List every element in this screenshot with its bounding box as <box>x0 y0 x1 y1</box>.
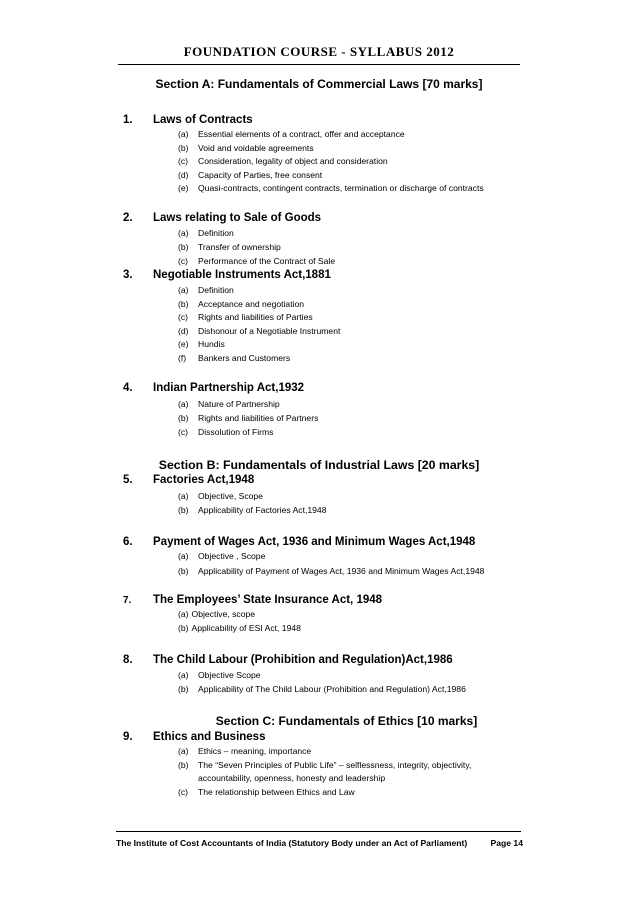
item-9: 9. Ethics and Business <box>123 731 266 743</box>
sub-item: (b) Applicability of ESI Act, 1948 <box>178 623 301 633</box>
item-3: 3. Negotiable Instruments Act,1881 <box>123 269 331 281</box>
sub-item: (a) Essential elements of a contract, offer and acceptance <box>178 129 405 139</box>
sub-item: (b) Applicability of The Child Labour (Prohibition and Regulation) Act,1986 <box>178 684 466 694</box>
footer-institute: The Institute of Cost Accountants of India (Statutory Body under an Act of Parliament) <box>116 838 468 848</box>
item-8: 8. The Child Labour (Prohibition and Regulation)Act,1986 <box>123 654 453 666</box>
sub-item: (a) Definition <box>178 228 234 238</box>
section-b-heading: Section B: Fundamentals of Industrial Laws [20 marks] <box>158 458 480 472</box>
sub-item-continuation: accountability, openness, honesty and leadership <box>198 773 386 783</box>
item-5: 5. Factories Act,1948 <box>123 474 255 486</box>
sub-item: (c) Rights and liabilities of Parties <box>178 312 313 322</box>
sub-item: (b) The “Seven Principles of Public Life” – selflessness, integrity, objectivity, <box>178 760 472 770</box>
sub-item: (a) Objective, scope <box>178 609 256 619</box>
sub-item: (b) Transfer of ownership <box>178 242 281 252</box>
sub-item: (a) Ethics – meaning, importance <box>178 746 312 756</box>
sub-item: (d) Capacity of Parties, free consent <box>178 170 323 180</box>
page-header <box>0 44 638 60</box>
sub-item: (a) Objective Scope <box>178 670 261 680</box>
item-7: 7. The Employees’ State Insurance Act, 1948 <box>123 594 383 606</box>
page-number: Page 14 <box>490 838 523 848</box>
item-title: Laws of Contracts <box>153 114 253 126</box>
footer-rule <box>116 831 521 832</box>
sub-item: (c) The relationship between Ethics and Law <box>178 787 355 797</box>
item-2: 2. Laws relating to Sale of Goods <box>123 212 322 224</box>
item-number: 1. <box>123 114 133 126</box>
sub-item: (c) Dissolution of Firms <box>178 427 274 437</box>
sub-item: (c) Consideration, legality of object and consideration <box>178 156 388 166</box>
item-4: 4. Indian Partnership Act,1932 <box>123 382 305 394</box>
sub-item: (d) Dishonour of a Negotiable Instrument <box>178 326 341 336</box>
sub-item: (a) Objective , Scope <box>178 551 266 561</box>
sub-item: (f) Bankers and Customers <box>178 353 291 363</box>
sub-item: (b) Applicability of Factories Act,1948 <box>178 505 327 515</box>
sub-item: (c) Performance of the Contract of Sale <box>178 256 336 266</box>
header-rule <box>118 64 520 65</box>
item-1 <box>123 114 253 126</box>
sub-item: (a) Definition <box>178 285 234 295</box>
section-c-heading: Section C: Fundamentals of Ethics [10 marks] <box>215 714 478 728</box>
item-6: 6. Payment of Wages Act, 1936 and Minimum Wages Act,1948 <box>123 536 476 548</box>
sub-item: (a) Nature of Partnership <box>178 399 280 409</box>
sub-item: (b) Rights and liabilities of Partners <box>178 413 319 423</box>
sub-item: (b) Acceptance and negotiation <box>178 299 305 309</box>
sub-item: (e) Hundis <box>178 339 225 349</box>
sub-item: (b) Void and voidable agreements <box>178 143 314 153</box>
sub-item: (a) Objective, Scope <box>178 491 263 501</box>
sub-item: (b) Applicability of Payment of Wages Act, 1936 and Minimum Wages Act,1948 <box>178 566 485 576</box>
section-a-heading: Section A: Fundamentals of Commercial Laws [70 marks] <box>155 77 483 91</box>
page-header-title: FOUNDATION COURSE - SYLLABUS 2012 <box>183 44 455 59</box>
sub-item: (e) Quasi-contracts, contingent contracts, termination or discharge of contracts <box>178 183 484 193</box>
